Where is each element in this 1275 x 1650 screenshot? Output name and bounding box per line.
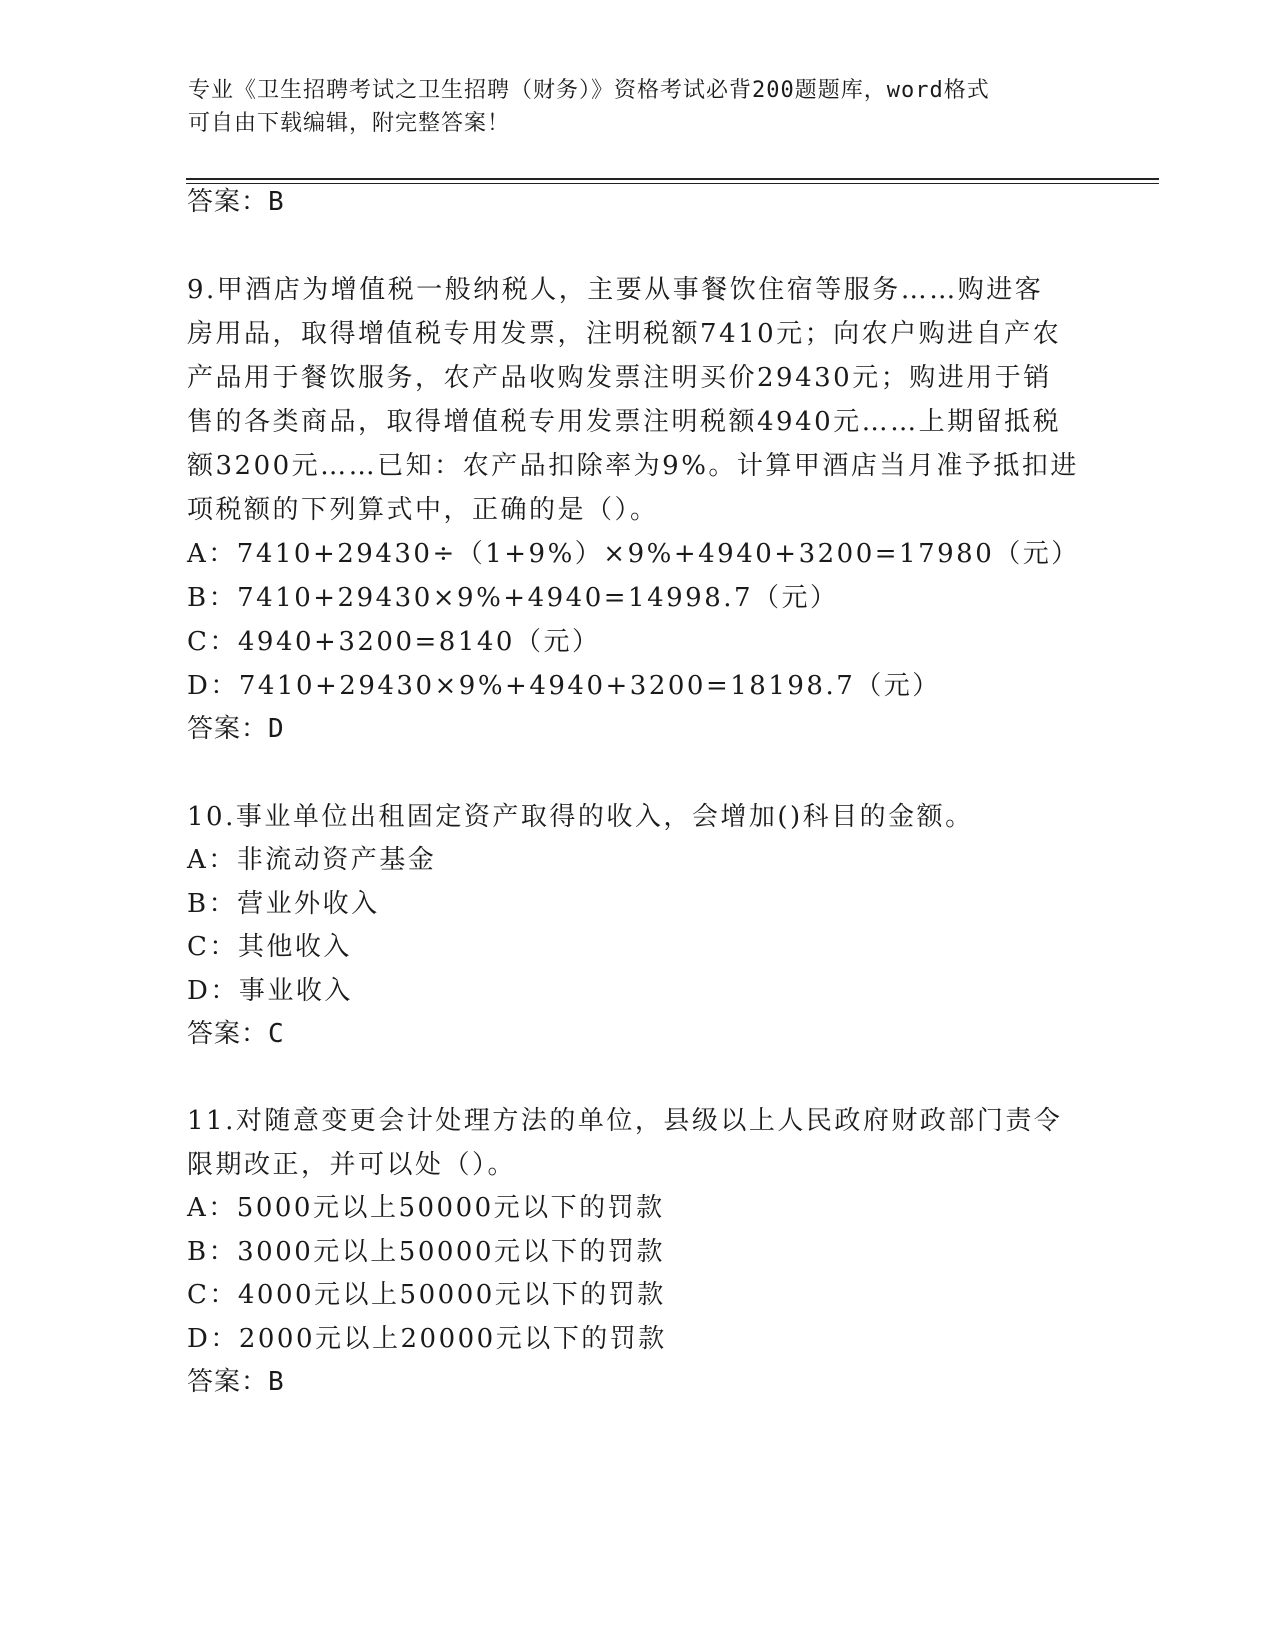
- q9-line-4: 售的各类商品，取得增值税专用发票注明税额4940元……上期留抵税: [187, 407, 1062, 437]
- document-header: [188, 74, 1088, 140]
- previous-answer: 答案：B: [187, 187, 285, 217]
- q11-option-c: C：4000元以上50000元以下的罚款: [187, 1280, 666, 1310]
- q10-answer: 答案：C: [187, 1019, 285, 1049]
- q11-line-1: 11.对随意变更会计处理方法的单位，县级以上人民政府财政部门责令: [187, 1106, 1063, 1136]
- q11-line-2: 限期改正，并可以处（）。: [187, 1150, 517, 1180]
- header-divider-thick: [186, 178, 1159, 180]
- header-line-2: 可自由下载编辑，附完整答案！: [188, 111, 511, 136]
- header-line-1: 专业《卫生招聘考试之卫生招聘（财务）》资格考试必背200题题库，word格式: [188, 78, 990, 103]
- q9-line-3: 产品用于餐饮服务，农产品收购发票注明买价29430元；购进用于销: [187, 363, 1052, 393]
- q9-option-b: B：7410+29430×9%+4940=14998.7（元）: [187, 583, 839, 613]
- q10-option-d: D：事业收入: [187, 976, 353, 1006]
- q9-answer: 答案：D: [187, 714, 285, 744]
- q9-line-5: 额3200元……已知：农产品扣除率为9%。计算甲酒店当月准予抵扣进: [187, 451, 1079, 481]
- q11-option-a: A：5000元以上50000元以下的罚款: [187, 1193, 665, 1223]
- q10-option-a: A：非流动资产基金: [187, 845, 437, 875]
- q9-option-a: A：7410+29430÷（1+9%）×9%+4940+3200=17980（元）: [187, 539, 1080, 569]
- q11-option-d: D：2000元以上20000元以下的罚款: [187, 1324, 667, 1354]
- q9-line-1: 9.甲酒店为增值税一般纳税人，主要从事餐饮住宿等服务……购进客: [187, 275, 1044, 305]
- header-divider-thin: [186, 183, 1159, 184]
- q10-option-b: B：营业外收入: [187, 889, 380, 919]
- q10-line-1: 10.事业单位出租固定资产取得的收入，会增加()科目的金额。: [187, 802, 974, 832]
- q9-line-6: 项税额的下列算式中，正确的是（）。: [187, 495, 659, 525]
- q11-answer: 答案：B: [187, 1367, 285, 1397]
- q9-option-c: C：4940+3200=8140（元）: [187, 627, 601, 657]
- q11-option-b: B：3000元以上50000元以下的罚款: [187, 1237, 665, 1267]
- q10-option-c: C：其他收入: [187, 932, 352, 962]
- q9-line-2: 房用品，取得增值税专用发票，注明税额7410元；向农户购进自产农: [187, 319, 1062, 349]
- q9-option-d: D：7410+29430×9%+4940+3200=18198.7（元）: [187, 671, 941, 701]
